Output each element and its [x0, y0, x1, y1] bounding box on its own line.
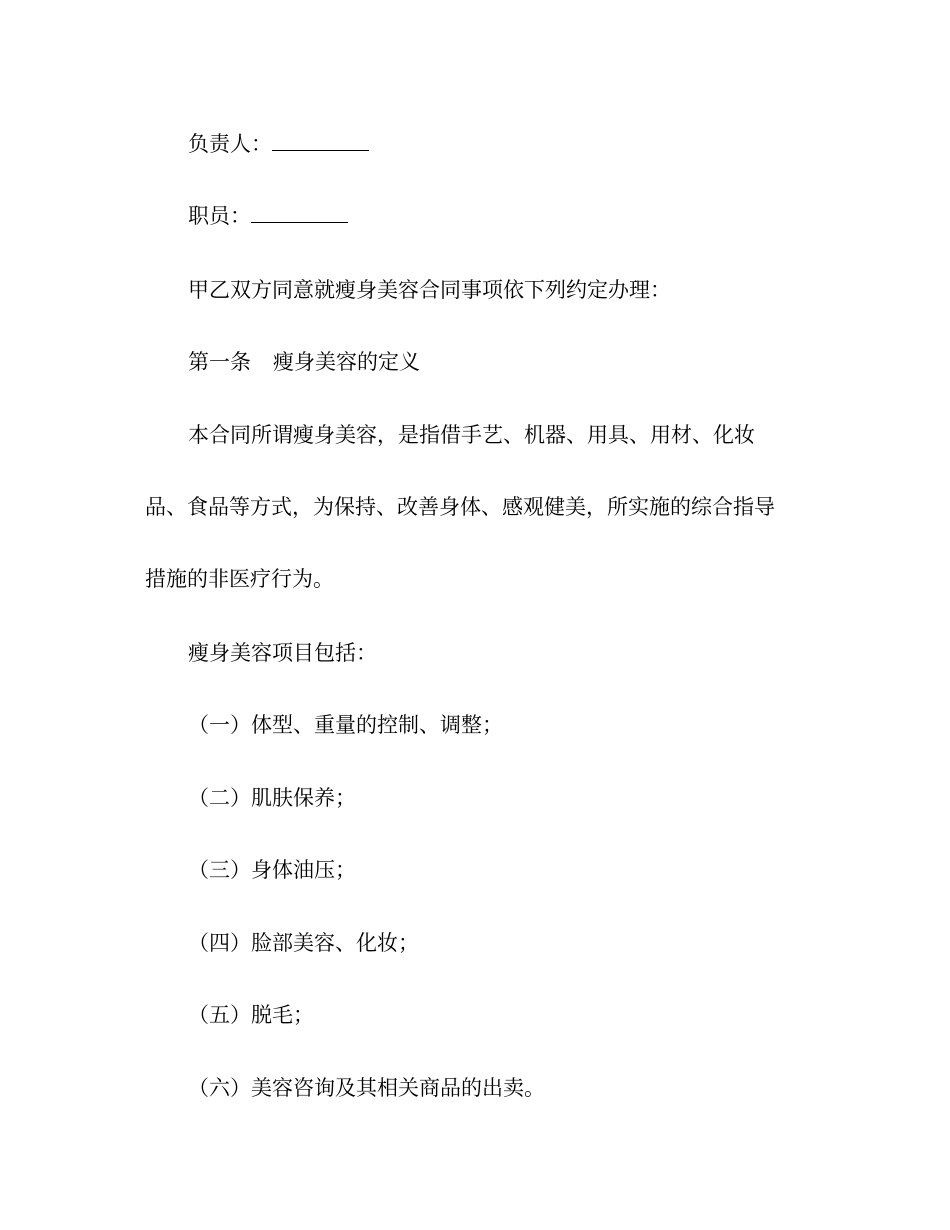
- staff-blank[interactable]: [251, 204, 348, 223]
- list-item: （六）美容咨询及其相关商品的出卖。: [188, 1076, 545, 1100]
- definition-paragraph-line-1: 本合同所谓瘦身美容，是指借手艺、机器、用具、用材、化妆: [188, 423, 755, 447]
- article-title: 瘦身美容的定义: [273, 350, 420, 374]
- staff-field: [188, 202, 348, 230]
- agreement-intro: 甲乙双方同意就瘦身美容合同事项依下列约定办理：: [188, 278, 671, 302]
- responsible-person-blank[interactable]: [272, 132, 369, 151]
- list-item: （五）脱毛；: [188, 1003, 314, 1027]
- list-item: （二）肌肤保养；: [188, 786, 356, 810]
- items-intro: 瘦身美容项目包括：: [188, 641, 377, 665]
- article-heading: [188, 348, 420, 376]
- definition-paragraph-line-2: 品、食品等方式，为保持、改善身体、感观健美，所实施的综合指导: [145, 495, 775, 519]
- definition-paragraph-line-3: 措施的非医疗行为。: [145, 567, 334, 591]
- responsible-person-field: [188, 130, 369, 158]
- staff-label: 职员：: [188, 204, 251, 228]
- list-item: （一）体型、重量的控制、调整；: [188, 713, 503, 737]
- list-item: （四）脸部美容、化妆；: [188, 931, 419, 955]
- list-item: （三）身体油压；: [188, 858, 356, 882]
- responsible-person-label: 负责人：: [188, 132, 272, 156]
- article-number: 第一条: [188, 350, 251, 374]
